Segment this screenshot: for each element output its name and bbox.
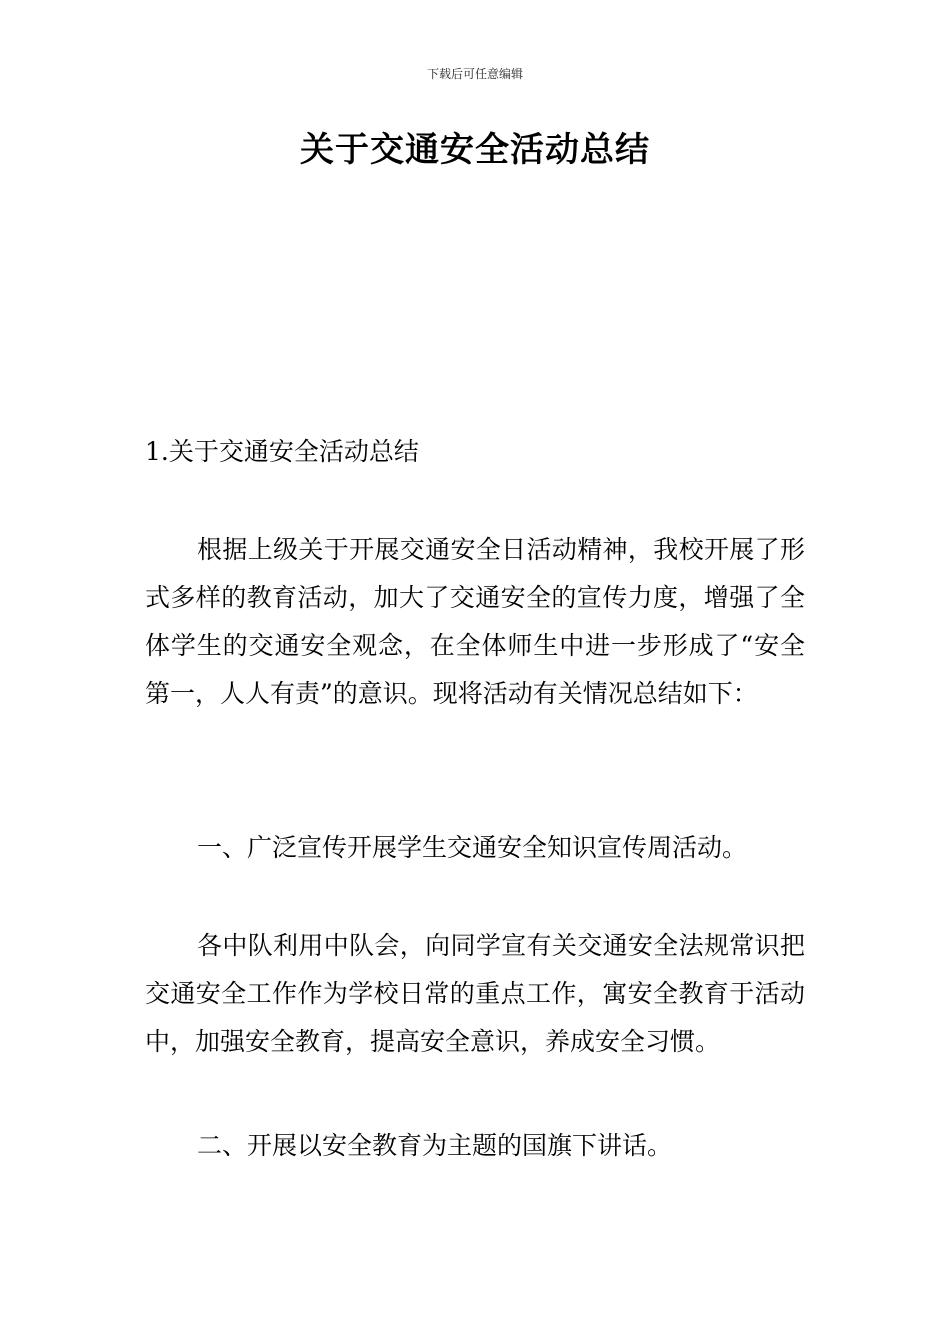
body-paragraph: 根据上级关于开展交通安全日活动精神，我校开展了形式多样的教育活动，加大了交通安全的宣传力度，增强了全体学生的交通安全观念，在全体师生中进一步形成了“安全第一，人人有责”的意识。现将活动有关情况总结如下： bbox=[145, 535, 805, 708]
document-title: 关于交通安全活动总结 bbox=[300, 130, 650, 170]
body-paragraph: 各中队利用中队会，向同学宣有关交通安全法规常识把交通安全工作作为学校日常的重点工作，寓安全教育于活动中，加强安全教育，提高安全意识，养成安全习惯。 bbox=[145, 931, 805, 1056]
list-item-heading: 二、开展以安全教育为主题的国旗下讲话。 bbox=[197, 1131, 673, 1160]
list-item-heading: 一、广泛宣传开展学生交通安全知识宣传周活动。 bbox=[197, 833, 748, 862]
section-heading: 1.关于交通安全活动总结 bbox=[145, 437, 419, 466]
page-header-note: 下载后可任意编辑 bbox=[426, 67, 523, 81]
